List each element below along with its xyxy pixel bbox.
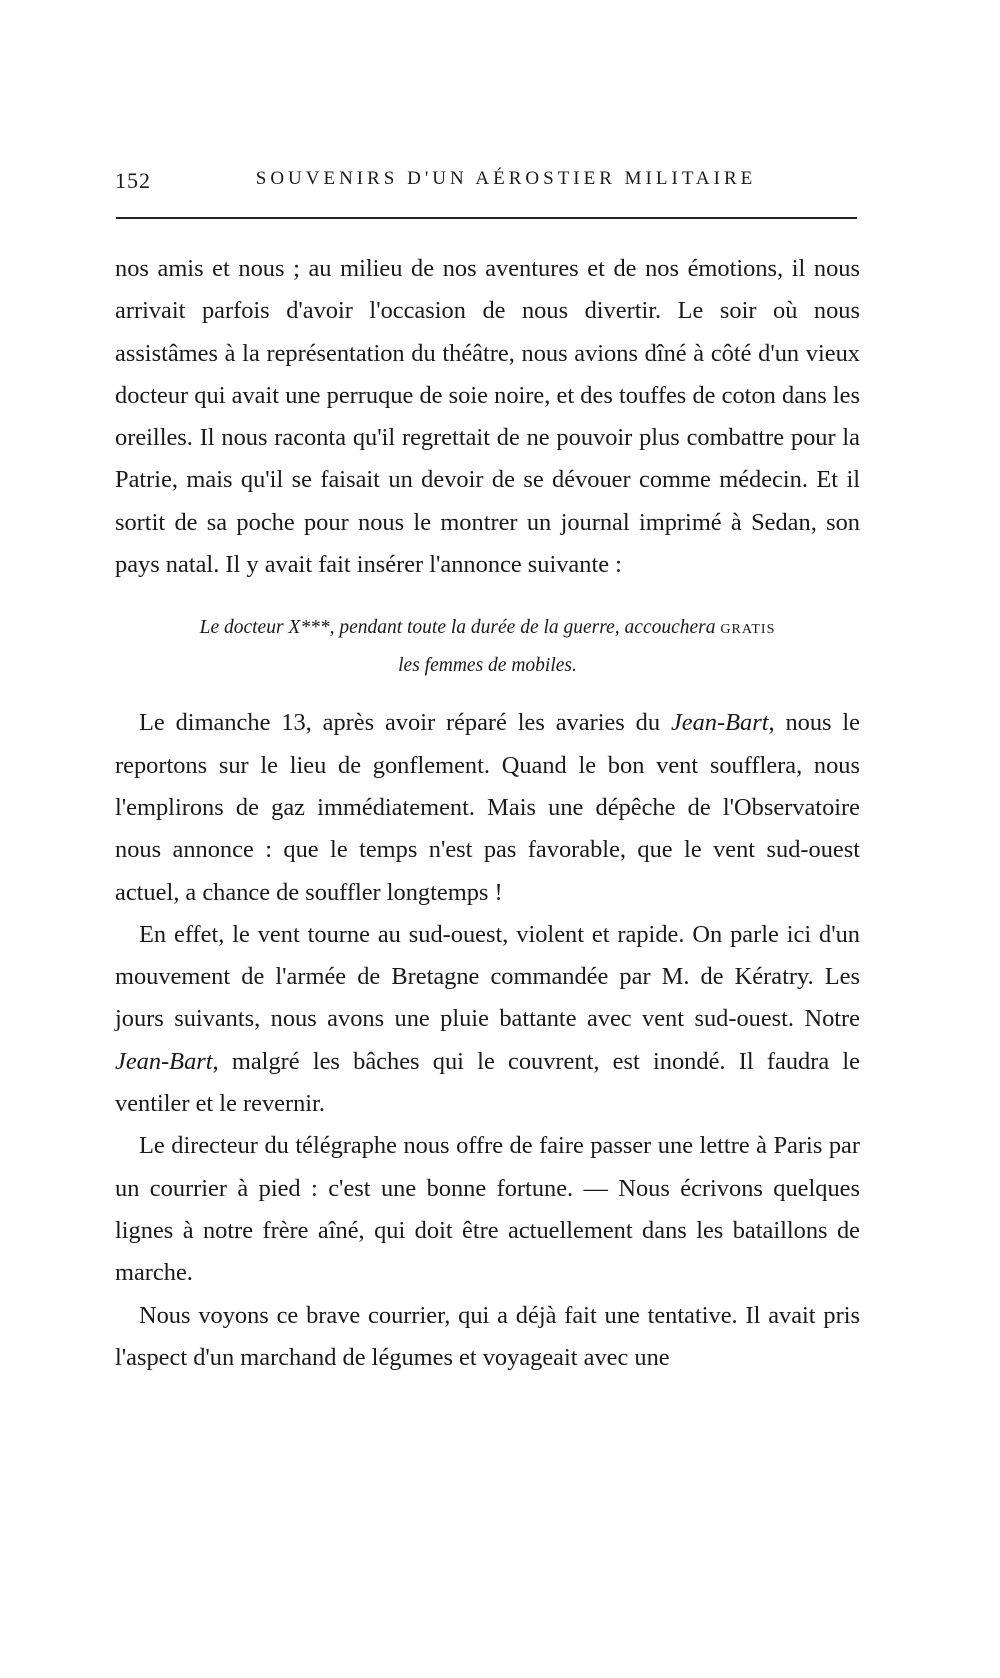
paragraph-5: Nous voyons ce brave courrier, qui a déjà fait une tentative. Il avait pris l'aspect d'un marchand de légumes et voyageait avec une xyxy=(115,1301,860,1371)
running-title: SOUVENIRS D'UN AÉROSTIER MILITAIRE xyxy=(255,168,757,189)
page-header xyxy=(115,168,857,198)
page-number: 152 xyxy=(115,168,151,193)
quote-line-2: les femmes de mobiles. xyxy=(398,655,577,677)
ship-name: Jean-Bart xyxy=(115,1047,213,1075)
quote-line-1-text: Le docteur X***, pendant toute la durée de la guerre, accouchera xyxy=(199,617,716,639)
paragraph-3-start: En effet, le vent tourne au sud-ouest, violent et rapide. On parle ici d'un mouvement de l'armée de Bretagne commandée par M. de Kératry. Les jours suivants, nous avons une pluie battante avec vent sud-ouest. Notre xyxy=(115,920,860,1033)
paragraph-2-start: Le dimanche 13, après avoir réparé les avaries du xyxy=(139,709,671,737)
ship-name: Jean-Bart xyxy=(670,709,769,737)
quote-line-1 xyxy=(115,610,860,648)
quoted-announcement xyxy=(115,610,860,684)
paragraph-2-end: , nous le reportons sur le lieu de gonflement. Quand le bon vent soufflera, nous l'emplirons de gaz immédiatement. Mais une dépêche de l'Observatoire nous annonce : que le temps n'est pas favorable, que le vent sud-ouest actuel, a chance de souffler longtemps ! xyxy=(115,709,860,906)
header-rule xyxy=(116,217,857,219)
paragraph-2 xyxy=(115,702,860,913)
body-text xyxy=(115,248,860,1379)
paragraph-1: nos amis et nous ; au milieu de nos aventures et de nos émotions, il nous arrivait parfois d'avoir l'occasion de nous divertir. Le soir où nous assistâmes à la représentation du théâtre, nous avions dîné à côté d'un vieux docteur qui avait une perruque de soie noire, et des touffes de coton dans les oreilles. Il nous raconta qu'il regrettait de ne pouvoir plus combattre pour la Patrie, mais qu'il se faisait un devoir de se dévouer comme médecin. Et il sortit de sa poche pour nous le montrer un journal imprimé à Sedan, son pays natal. Il y avait fait insérer l'annonce suivante : xyxy=(115,255,860,579)
paragraph-3 xyxy=(115,914,860,1125)
paragraph-3-end: , malgré les bâches qui le couvrent, est inondé. Il faudra le ventiler et le revernir. xyxy=(115,1047,860,1118)
quote-gratis: GRATIS xyxy=(720,622,776,638)
paragraph-4: Le directeur du télégraphe nous offre de faire passer une lettre à Paris par un courrier à pied : c'est une bonne fortune. — Nous écrivons quelques lignes à notre frère aîné, qui doit être actuellement dans les bataillons de marche. xyxy=(115,1132,860,1287)
